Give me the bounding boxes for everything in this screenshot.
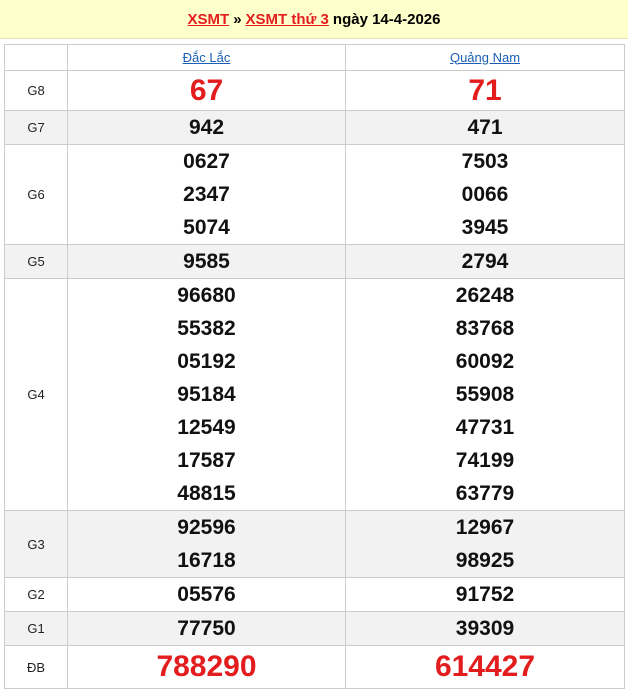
winning-number: 3945 [461, 216, 509, 239]
prize-result-cell [346, 279, 625, 511]
winning-number: 48815 [177, 482, 236, 505]
winning-number: 71 [468, 74, 502, 107]
prize-result-cell [68, 612, 346, 646]
winning-number: 12549 [177, 416, 236, 439]
winning-number: 788290 [156, 650, 257, 683]
prize-label: G3 [5, 511, 68, 578]
winning-number: 9585 [183, 250, 230, 273]
draw-date: ngày 14-4-2026 [332, 10, 441, 28]
winning-number: 2347 [183, 183, 230, 206]
prize-label: G6 [5, 145, 68, 245]
winning-number: 63779 [455, 482, 515, 505]
winning-number: 17587 [177, 449, 236, 472]
prize-result-cell [68, 646, 346, 689]
winning-number: 471 [467, 116, 503, 139]
prize-result-cell [346, 145, 625, 245]
prize-result-cell [68, 511, 346, 578]
prize-row-db [5, 646, 625, 689]
results-table [4, 44, 625, 689]
winning-number: 47731 [455, 416, 515, 439]
winning-number: 16718 [177, 549, 236, 572]
prize-row-g5 [5, 245, 625, 279]
table-header-row [5, 45, 625, 71]
winning-number: 92596 [177, 516, 236, 539]
xsmt-weekday-link[interactable]: XSMT thứ 3 [245, 10, 329, 28]
winning-number: 91752 [455, 583, 515, 606]
prize-result-cell [346, 646, 625, 689]
prize-result-cell [346, 578, 625, 612]
winning-number: 2794 [461, 250, 509, 273]
province-header-cell [346, 45, 625, 71]
title-bar [0, 0, 628, 39]
prize-row-g6 [5, 145, 625, 245]
winning-number: 74199 [455, 449, 515, 472]
winning-number: 96680 [177, 284, 236, 307]
prize-label: ĐB [5, 646, 68, 689]
prize-result-cell [68, 578, 346, 612]
prize-result-cell [346, 511, 625, 578]
province-link-quang-nam[interactable]: Quảng Nam [449, 49, 521, 65]
winning-number: 55908 [455, 383, 515, 406]
winning-number: 39309 [455, 617, 515, 640]
winning-number: 5074 [183, 216, 230, 239]
province-link-dac-lac[interactable]: Đắc Lắc [182, 49, 231, 65]
prize-result-cell [68, 71, 346, 111]
winning-number: 942 [188, 116, 225, 139]
prize-result-cell [68, 111, 346, 145]
prize-label: G8 [5, 71, 68, 111]
winning-number: 05576 [177, 583, 236, 606]
prize-result-cell [346, 612, 625, 646]
winning-number: 98925 [455, 549, 515, 572]
prize-row-g2 [5, 578, 625, 612]
province-header-cell [68, 45, 346, 71]
prize-result-cell [346, 71, 625, 111]
prize-header-cell [5, 45, 68, 71]
prize-label: G4 [5, 279, 68, 511]
winning-number: 0627 [183, 150, 230, 173]
winning-number: 614427 [434, 650, 536, 683]
winning-number: 12967 [455, 516, 515, 539]
prize-label: G5 [5, 245, 68, 279]
prize-result-cell [346, 245, 625, 279]
winning-number: 55382 [177, 317, 236, 340]
xsmt-link[interactable]: XSMT [187, 10, 230, 28]
prize-row-g7 [5, 111, 625, 145]
winning-number: 95184 [177, 383, 236, 406]
prize-row-g4 [5, 279, 625, 511]
winning-number: 05192 [177, 350, 236, 373]
prize-label: G2 [5, 578, 68, 612]
prize-label: G7 [5, 111, 68, 145]
breadcrumb-separator: » [233, 10, 242, 28]
prize-result-cell [68, 245, 346, 279]
winning-number: 0066 [461, 183, 509, 206]
winning-number: 26248 [455, 284, 515, 307]
prize-row-g3 [5, 511, 625, 578]
prize-result-cell [68, 145, 346, 245]
winning-number: 67 [189, 74, 224, 107]
prize-label: G1 [5, 612, 68, 646]
prize-row-g1 [5, 612, 625, 646]
prize-row-g8 [5, 71, 625, 111]
winning-number: 83768 [455, 317, 515, 340]
winning-number: 77750 [177, 617, 236, 640]
winning-number: 7503 [461, 150, 509, 173]
winning-number: 60092 [455, 350, 515, 373]
prize-result-cell [68, 279, 346, 511]
prize-result-cell [346, 111, 625, 145]
